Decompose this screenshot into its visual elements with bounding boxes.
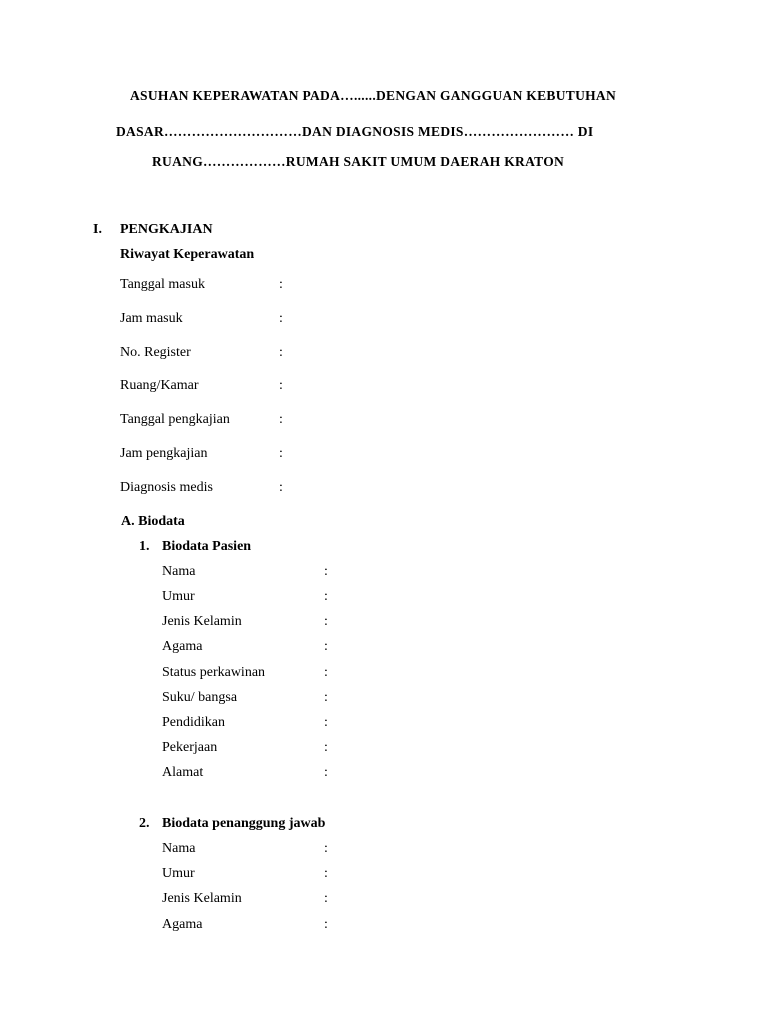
- field-separator: :: [324, 891, 328, 906]
- field-label: Nama: [162, 841, 196, 856]
- field-separator: :: [279, 378, 283, 393]
- field-separator: :: [279, 412, 283, 427]
- section-number: I.: [93, 222, 102, 237]
- field-label: Jenis Kelamin: [162, 614, 242, 629]
- field-separator: :: [324, 614, 328, 629]
- field-separator: :: [324, 917, 328, 932]
- document-title-line-2: DASAR…………………………DAN DIAGNOSIS MEDIS…………………… DI: [116, 124, 594, 139]
- biodata-penanggung-heading: Biodata penanggung jawab: [162, 816, 326, 831]
- field-label: Ruang/Kamar: [120, 378, 199, 393]
- field-separator: :: [324, 589, 328, 604]
- field-label: Status perkawinan: [162, 665, 266, 680]
- field-label: Umur: [162, 866, 195, 881]
- biodata-heading: A. Biodata: [121, 514, 185, 529]
- field-label: Agama: [162, 917, 203, 932]
- field-separator: :: [324, 690, 328, 705]
- document-title-line-1: ASUHAN KEPERAWATAN PADA…......DENGAN GANGGUAN KEBUTUHAN: [130, 88, 617, 103]
- field-label: Nama: [162, 564, 196, 579]
- field-label: Pekerjaan: [162, 740, 218, 755]
- field-label: Suku/ bangsa: [162, 690, 238, 705]
- field-separator: :: [279, 345, 283, 360]
- field-label: Pendidikan: [162, 715, 225, 730]
- field-separator: :: [324, 639, 328, 654]
- field-label: Agama: [162, 639, 203, 654]
- field-separator: :: [279, 446, 283, 461]
- field-separator: :: [279, 480, 283, 495]
- biodata-pasien-number: 1.: [139, 539, 150, 554]
- field-label: Tanggal pengkajian: [120, 412, 230, 427]
- field-label: Tanggal masuk: [120, 277, 205, 292]
- field-label: Jenis Kelamin: [162, 891, 242, 906]
- biodata-pasien-heading: Biodata Pasien: [162, 539, 252, 554]
- field-separator: :: [324, 841, 328, 856]
- section-heading: PENGKAJIAN: [120, 222, 213, 237]
- field-separator: :: [324, 866, 328, 881]
- field-label: Diagnosis medis: [120, 480, 213, 495]
- field-separator: :: [324, 765, 328, 780]
- field-separator: :: [324, 715, 328, 730]
- field-separator: :: [324, 564, 328, 579]
- section-subheading: Riwayat Keperawatan: [120, 247, 255, 262]
- field-label: Jam masuk: [120, 311, 183, 326]
- document-title-line-3: RUANG………………RUMAH SAKIT UMUM DAERAH KRATON: [152, 154, 565, 169]
- field-label: No. Register: [120, 345, 191, 360]
- biodata-penanggung-number: 2.: [139, 816, 150, 831]
- field-separator: :: [324, 740, 328, 755]
- field-separator: :: [279, 277, 283, 292]
- field-separator: :: [324, 665, 328, 680]
- field-label: Jam pengkajian: [120, 446, 208, 461]
- field-separator: :: [279, 311, 283, 326]
- field-label: Umur: [162, 589, 195, 604]
- field-label: Alamat: [162, 765, 204, 780]
